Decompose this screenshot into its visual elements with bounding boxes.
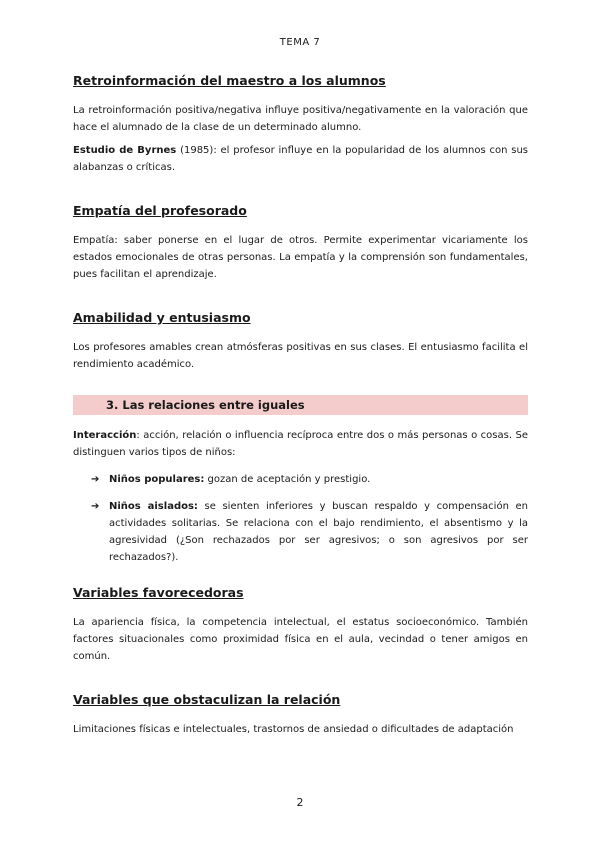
section-heading-obstaculizan: Variables que obstaculizan la relación: [73, 692, 341, 707]
byrnes-text: (1985): el profesor influye en la popularidad de los alumnos con sus alabanzas o críticas.: [73, 145, 528, 173]
children-types-list: [73, 471, 528, 566]
section-heading-amabilidad: Amabilidad y entusiasmo: [73, 310, 251, 325]
paragraph-byrnes: [73, 142, 528, 176]
arrow-bullet-icon: ➔: [91, 501, 100, 512]
section-heading-retroinformacion: Retroinformación del maestro a los alumnos: [73, 73, 386, 88]
interaccion-label: Interacción: [73, 430, 137, 441]
page-header: TEMA 7: [279, 37, 321, 48]
interaccion-text: : acción, relación o influencia recíproca entre dos o más personas o cosas. Se distinguen varios tipos de niños:: [73, 430, 528, 458]
bullet-label: Niños aislados:: [109, 501, 198, 512]
bullet-label: Niños populares:: [109, 474, 205, 485]
list-item: [91, 498, 528, 566]
byrnes-label: Estudio de Byrnes: [73, 145, 177, 156]
section-heading-favorecedoras: Variables favorecedoras: [73, 585, 244, 600]
page-number: 2: [296, 796, 304, 809]
paragraph-retroinformacion: La retroinformación positiva/negativa influye positiva/negativamente en la valoración que hace el alumnado de la clase de un determinado alumno.: [73, 105, 528, 133]
list-item: [91, 471, 528, 488]
paragraph-favorecedoras: La apariencia física, la competencia intelectual, el estatus socioeconómico. También factores situacionales como proximidad física en el aula, vecindad o tener amigos en común.: [73, 617, 528, 662]
paragraph-interaccion: [73, 427, 528, 461]
paragraph-empatia: Empatía: saber ponerse en el lugar de otros. Permite experimentar vicariamente los estados emocionales de otras personas. La empatía y la comprensión son fundamentales, pues facilitan el aprendizaje.: [73, 235, 528, 280]
bullet-text: gozan de aceptación y prestigio.: [204, 474, 371, 485]
section-heading-empatia: Empatía del profesorado: [73, 203, 247, 218]
section-banner: 3. Las relaciones entre iguales: [73, 395, 528, 415]
arrow-bullet-icon: ➔: [91, 474, 100, 485]
page-content: [73, 72, 528, 738]
bullet-text: se sienten inferiores y buscan respaldo y compensación en actividades solitarias. Se relaciona con el bajo rendimiento, el absentismo y la agresividad (¿Son rechazados por ser agresivos; o son agresivos por ser rechazados?).: [109, 501, 528, 563]
paragraph-amabilidad: Los profesores amables crean atmósferas positivas en sus clases. El entusiasmo facilita el rendimiento académico.: [73, 342, 528, 370]
paragraph-obstaculizan: Limitaciones físicas e intelectuales, trastornos de ansiedad o dificultades de adaptación: [73, 724, 514, 735]
